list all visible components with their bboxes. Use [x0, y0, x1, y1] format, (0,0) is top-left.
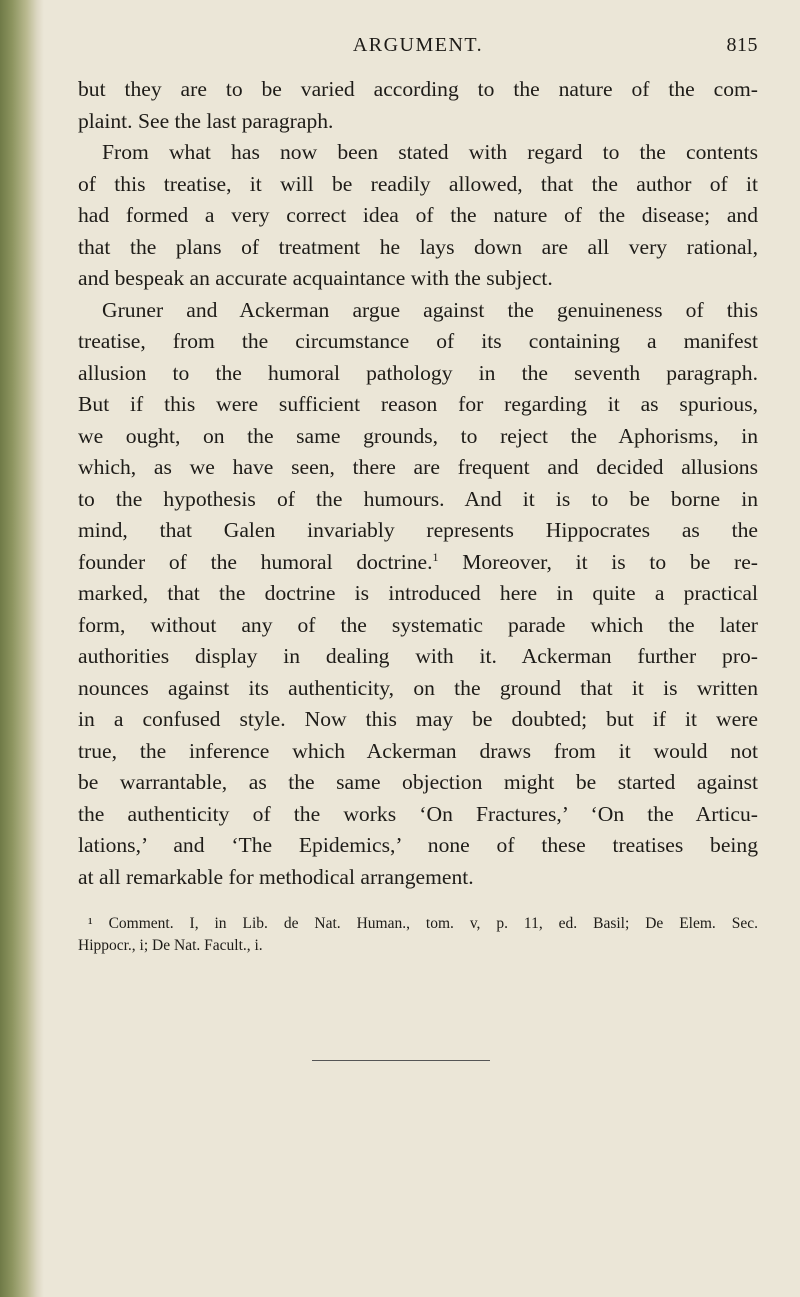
- text-line-text: founder of the humoral doctrine.: [78, 549, 433, 574]
- text-line: [78, 641, 758, 673]
- footnotes: [78, 913, 758, 957]
- text-line-text: of this treatise, it will be readily allowed, that the author of it: [78, 171, 758, 196]
- text-line: [78, 74, 758, 106]
- text-line: [78, 263, 758, 295]
- text-line-text: and bespeak an accurate acquaintance with the subject.: [78, 266, 553, 290]
- text-line: [78, 452, 758, 484]
- footnote-marker: 1: [432, 549, 439, 564]
- footnote-line-text: Hippocr., i; De Nat. Facult., i.: [78, 937, 263, 954]
- footnote-line: [78, 913, 758, 935]
- text-line-text: in a confused style. Now this may be doubted; but if it were: [78, 707, 758, 731]
- text-line-text: we ought, on the same grounds, to reject the Aphorisms, in: [78, 423, 758, 448]
- text-line-text: From what has now been stated with regard to the contents: [102, 140, 758, 164]
- text-line: [78, 704, 758, 736]
- text-line-text: But if this were sufficient reason for regarding it as spurious,: [78, 392, 758, 416]
- text-line: [78, 200, 758, 232]
- text-line-text: authorities display in dealing with it. Ackerman further pro-: [78, 644, 758, 668]
- text-line-text: marked, that the doctrine is introduced here in quite a practical: [78, 581, 758, 605]
- text-line-text: treatise, from the circumstance of its containing a manifest: [78, 329, 758, 353]
- page-number: 815: [726, 34, 758, 56]
- text-line-text: had formed a very correct idea of the nature of the disease; and: [78, 203, 758, 227]
- text-line: [78, 830, 758, 862]
- text-line: [78, 484, 758, 516]
- running-header: [78, 34, 758, 74]
- text-line-text: to the hypothesis of the humours. And it is to be borne in: [78, 486, 758, 511]
- text-line: [78, 358, 758, 390]
- running-title: ARGUMENT.: [352, 34, 484, 56]
- text-line-text: plaint. See the last paragraph.: [78, 108, 334, 133]
- text-line-text: nounces against its authenticity, on the ground that it is written: [78, 675, 758, 700]
- text-line-text: lations,’ and ‘The Epidemics,’ none of these treatises being: [78, 833, 758, 857]
- text-line: [78, 232, 758, 264]
- text-line: [78, 862, 758, 894]
- footnote-line: [78, 935, 758, 957]
- text-line: [78, 515, 758, 547]
- text-line: [78, 106, 758, 138]
- text-line: [78, 137, 758, 169]
- text-line: [78, 673, 758, 705]
- text-line-text: form, without any of the systematic parade which the later: [78, 612, 758, 637]
- text-line: [78, 389, 758, 421]
- text-line-text: which, as we have seen, there are frequent and decided allusions: [78, 455, 758, 479]
- text-line: [78, 610, 758, 642]
- text-line-text: that the plans of treatment he lays down are all very rational,: [78, 234, 758, 259]
- text-line-text: mind, that Galen invariably represents Hippocrates as the: [78, 518, 758, 542]
- text-line-text-continued: Moreover, it is to be re-: [438, 549, 758, 574]
- text-line: [78, 547, 758, 579]
- text-line-text: the authenticity of the works ‘On Fractures,’ ‘On the Articu-: [78, 801, 758, 826]
- text-line: [78, 578, 758, 610]
- text-line-text: at all remarkable for methodical arrangement.: [78, 864, 474, 889]
- text-line: [78, 767, 758, 799]
- text-line: [78, 326, 758, 358]
- bottom-rule: [312, 1060, 490, 1061]
- text-line: [78, 295, 758, 327]
- text-line-text: true, the inference which Ackerman draws from it would not: [78, 738, 758, 763]
- text-line: [78, 169, 758, 201]
- text-line: [78, 799, 758, 831]
- text-line-text: but they are to be varied according to the nature of the com-: [78, 77, 758, 101]
- text-line: [78, 736, 758, 768]
- body-text: [78, 74, 758, 893]
- book-page: [78, 34, 758, 957]
- footnote-line-text: ¹ Comment. I, in Lib. de Nat. Human., tom. v, p. 11, ed. Basil; De Elem. Sec.: [88, 915, 758, 932]
- text-line-text: allusion to the humoral pathology in the seventh paragraph.: [78, 360, 758, 385]
- page-gutter-shadow: [0, 0, 44, 1297]
- text-line-text: Gruner and Ackerman argue against the genuineness of this: [102, 297, 758, 322]
- text-line-text: be warrantable, as the same objection might be started against: [78, 770, 758, 794]
- text-line: [78, 421, 758, 453]
